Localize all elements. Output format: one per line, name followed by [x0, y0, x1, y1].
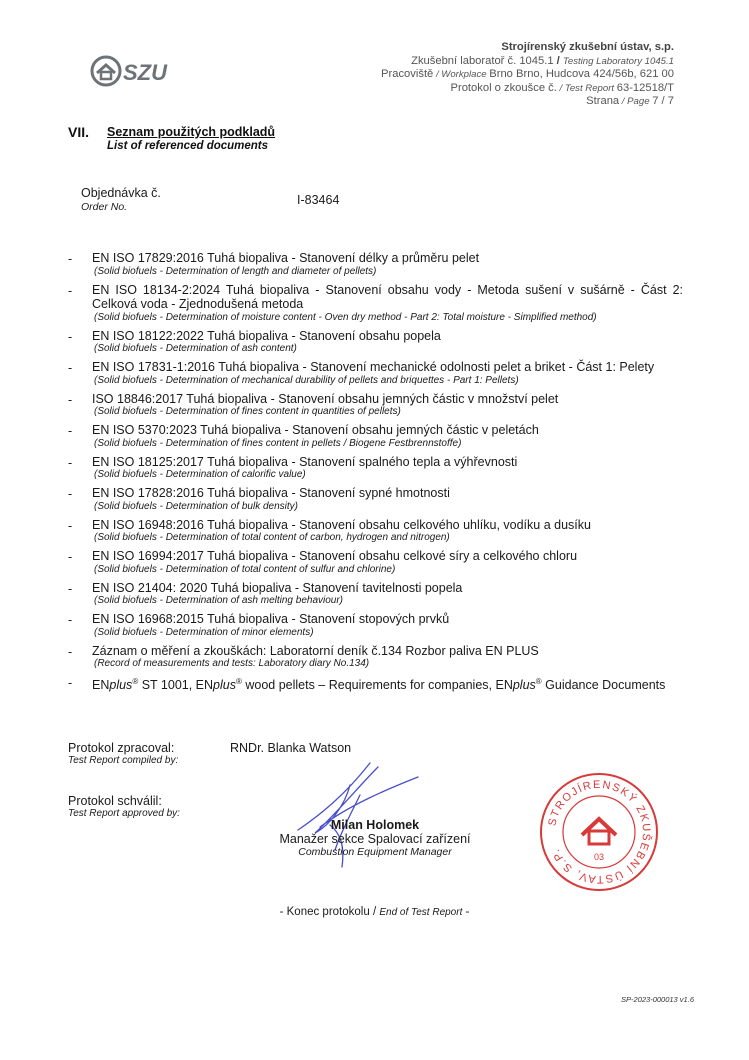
document-title: EN ISO 17828:2016 Tuhá biopaliva - Stanovení sypné hmotnosti	[92, 486, 450, 500]
document-item	[68, 486, 683, 513]
order-number: I-83464	[297, 193, 340, 207]
document-item	[68, 455, 683, 482]
document-item-enplus	[68, 675, 683, 693]
document-title-en: (Solid biofuels - Determination of minor elements)	[94, 626, 314, 638]
document-title: EN ISO 21404: 2020 Tuhá biopaliva - Stanovení tavitelnosti popela	[92, 580, 463, 595]
approver-block	[275, 818, 475, 858]
section-number: VII.	[68, 124, 90, 140]
document-title: EN ISO 18122:2022 Tuhá biopaliva - Stanovení obsahu popela	[92, 328, 441, 343]
document-item	[68, 518, 683, 545]
document-item	[68, 251, 683, 278]
stamp-text: STROJÍRENSKÝ ZKUŠEBNÍ ÚSTAV, S.P.	[546, 778, 653, 886]
list-dash: -	[68, 392, 73, 407]
approver-role: Manažer sekce Spalovací zařízení	[279, 832, 471, 846]
document-title-en: (Solid biofuels - Determination of length and diameter of pellets)	[94, 265, 377, 277]
document-title-en: (Solid biofuels - Determination of fines content in pellets / Biogene Festbrennstoffe)	[94, 437, 462, 449]
report-header	[381, 41, 674, 109]
document-item	[68, 392, 683, 419]
list-dash: -	[68, 487, 73, 501]
document-title-en: (Solid biofuels - Determination of calorific value)	[94, 469, 306, 480]
end-of-report: - Konec protokolu / End of Test Report -	[279, 906, 470, 918]
document-title: EN ISO 17831-1:2016 Tuhá biopaliva - Stanovení mechanické odolnosti pelet a briket - Část 1: Pelety	[92, 360, 655, 374]
document-title: ISO 18846:2017 Tuhá biopaliva - Stanovení obsahu jemných částic v množství pelet	[92, 391, 559, 406]
approved-by-block	[68, 794, 180, 819]
enplus-documents: ENplus® ST 1001, ENplus® wood pellets – Requirements for companies, ENplus® Guidance Documents	[92, 677, 666, 693]
list-dash: -	[68, 518, 73, 533]
list-dash: -	[68, 613, 73, 627]
document-title-en: (Solid biofuels - Determination of total content of carbon, hydrogen and nitrogen)	[94, 532, 450, 543]
list-dash: -	[68, 550, 73, 564]
szu-logo	[90, 54, 190, 88]
stamp-number: 03	[593, 852, 605, 862]
document-item	[68, 329, 683, 356]
compiled-label-en: Test Report compiled by:	[68, 755, 179, 766]
document-title: EN ISO 16994:2017 Tuhá biopaliva - Stanovení obsahu celkové síry a celkového chloru	[92, 549, 578, 563]
official-stamp	[538, 771, 660, 893]
compiled-by-block	[68, 741, 178, 766]
document-item	[68, 549, 683, 576]
page-number-line: Strana / Page 7 / 7	[586, 95, 674, 108]
document-title-en: (Solid biofuels - Determination of ash melting behaviour)	[94, 595, 344, 606]
list-dash: -	[68, 424, 73, 438]
approver-role-en: Combustion Equipment Manager	[298, 846, 452, 858]
document-title-en: (Solid biofuels - Determination of moisture content - Oven dry method - Part 2: Total moisture - Simplified method)	[94, 311, 597, 323]
report-number-line: Protokol o zkoušce č. / Test Report 63-12518/T	[450, 81, 674, 94]
list-dash: -	[68, 283, 73, 298]
approved-label: Protokol schválil:	[68, 794, 162, 808]
list-dash: -	[68, 361, 73, 375]
list-dash: -	[68, 252, 73, 266]
compiled-label: Protokol zpracoval:	[68, 741, 175, 755]
list-dash: -	[68, 329, 73, 344]
order-label: Objednávka č.	[81, 186, 161, 200]
list-dash: -	[68, 676, 73, 690]
document-title: EN ISO 17829:2016 Tuhá biopaliva - Stanovení délky a průměru pelet	[92, 251, 480, 265]
document-title: EN ISO 5370:2023 Tuhá biopaliva - Stanovení obsahu jemných částic v peletách	[92, 423, 539, 437]
document-title-en: (Solid biofuels - Determination of mechanical durability of pellets and briquettes - Part 1: Pellets)	[94, 374, 519, 386]
list-dash: -	[68, 455, 73, 470]
section-title: Seznam použitých podkladů	[107, 125, 276, 139]
referenced-documents-list	[68, 251, 683, 698]
document-item	[68, 283, 683, 324]
org-name: Strojírenský zkušební ústav, s.p.	[501, 41, 674, 53]
compiler-name: RNDr. Blanka Watson	[230, 741, 352, 755]
document-title: EN ISO 18125:2017 Tuhá biopaliva - Stanovení spalného tepla a výhřevnosti	[92, 454, 518, 469]
document-title: EN ISO 16968:2015 Tuhá biopaliva - Stanovení stopových prvků	[92, 612, 450, 626]
form-code: SP-2023-000013 v1.6	[621, 995, 694, 1004]
document-item	[68, 612, 683, 639]
order-label-en: Order No.	[81, 201, 128, 213]
workplace-line: Pracoviště / Workplace Brno Brno, Hudcova 424/56b, 621 00	[381, 68, 674, 81]
document-item	[68, 423, 683, 450]
approver-name: Milan Holomek	[330, 818, 420, 832]
approved-label-en: Test Report approved by:	[68, 808, 180, 819]
document-title-en: (Solid biofuels - Determination of ash content)	[94, 343, 297, 354]
logo-text: SZU	[123, 60, 167, 85]
document-title-en: (Record of measurements and tests: Laboratory diary No.134)	[94, 658, 370, 669]
document-title: Záznam o měření a zkouškách: Laboratorní deník č.134 Rozbor paliva EN PLUS	[92, 643, 539, 658]
document-item	[68, 360, 683, 387]
document-title-en: (Solid biofuels - Determination of total content of sulfur and chlorine)	[94, 563, 396, 575]
list-dash: -	[68, 581, 73, 596]
section-subtitle: List of referenced documents	[107, 140, 269, 152]
lab-line: Zkušební laboratoř č. 1045.1 / Testing Laboratory 1045.1	[411, 54, 674, 67]
document-item	[68, 644, 683, 671]
document-title-en: (Solid biofuels - Determination of fines content in quantities of pellets)	[94, 406, 401, 417]
document-title: EN ISO 18134-2:2024 Tuhá biopaliva - Stanovení obsahu vody - Metoda sušení v sušárně - Část 2: Celková voda - Zjednodušená metoda	[92, 282, 683, 311]
document-title: EN ISO 16948:2016 Tuhá biopaliva - Stanovení obsahu celkového uhlíku, vodíku a dusíku	[92, 517, 591, 532]
document-item	[68, 581, 683, 608]
document-title-en: (Solid biofuels - Determination of bulk density)	[94, 500, 298, 512]
list-dash: -	[68, 644, 73, 659]
